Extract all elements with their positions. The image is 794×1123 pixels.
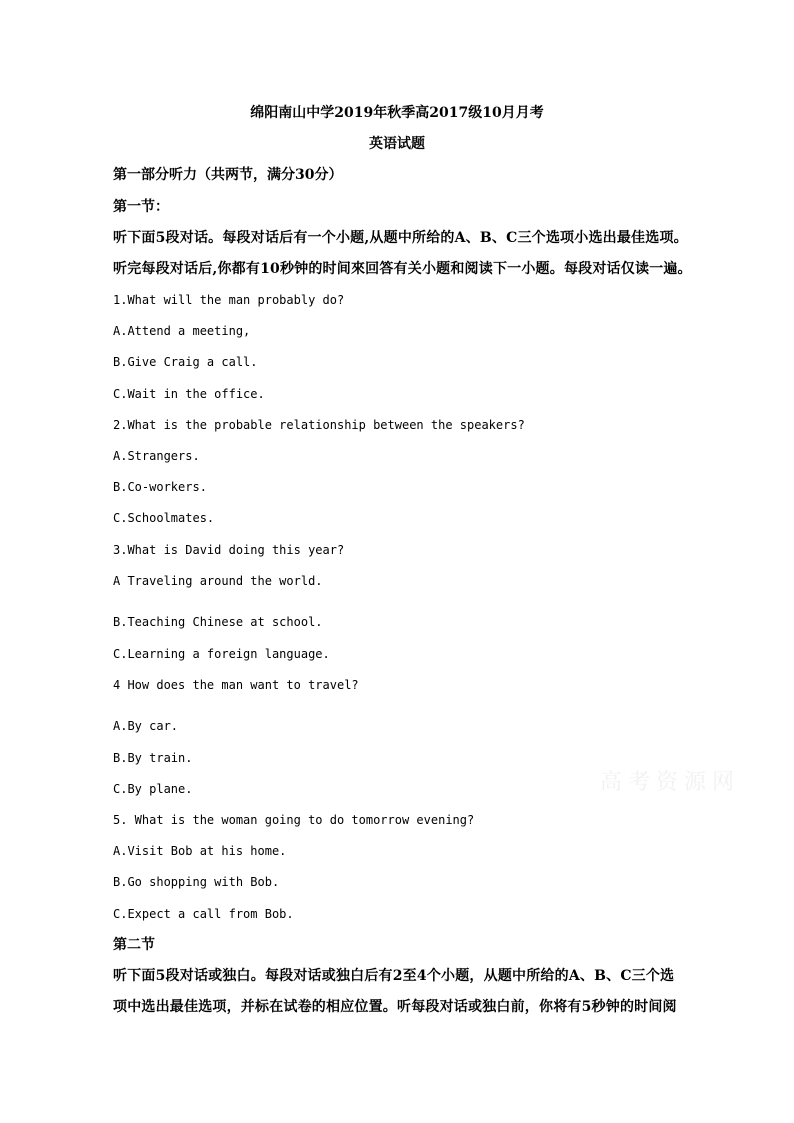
answer-option: C.Schoolmates. <box>113 511 215 525</box>
instruction-line: 听下面5段对话。每段对话后有一个小题,从题中所给的A、B、C三个选项小选出最佳选项。 <box>113 230 688 246</box>
answer-option: A.Visit Bob at his home. <box>113 844 287 858</box>
answer-option: C.Expect a call from Bob. <box>113 907 294 921</box>
instruction-line: 听完每段对话后,你都有10秒钟的时间來回答有关小题和阅读下一小题。每段对话仅读一遍。 <box>113 261 692 277</box>
page-subtitle: 英语试题 <box>369 136 425 152</box>
section2-heading: 第二节 <box>113 937 155 953</box>
answer-option: B.Go shopping with Bob. <box>113 875 280 889</box>
answer-option: B.Teaching Chinese at school. <box>113 615 323 629</box>
question-stem: 5. What is the woman going to do tomorrow evening? <box>113 813 475 827</box>
instruction-line: 项中选出最佳选项，并标在试卷的相应位置。听每段对话或独白前，你将有5秒钟的时间阅 <box>113 999 677 1015</box>
answer-option: C.Learning a foreign language. <box>113 647 330 661</box>
question-stem: 4 How does the man want to travel? <box>113 678 359 692</box>
part1-heading: 第一部分听力（共两节，满分30分） <box>113 167 343 183</box>
question-stem: 2.What is the probable relationship between the speakers? <box>113 418 525 432</box>
answer-option: C.By plane. <box>113 782 193 796</box>
page-title: 绵阳南山中学2019年秋季高2017级10月月考 <box>250 105 544 121</box>
section1-heading: 第一节： <box>113 199 169 215</box>
question-stem: 1.What will the man probably do? <box>113 293 345 307</box>
answer-option: A.Strangers. <box>113 449 200 463</box>
answer-option: C.Wait in the office. <box>113 387 265 401</box>
answer-option: B.By train. <box>113 751 193 765</box>
answer-option: A Traveling around the world. <box>113 574 323 588</box>
instruction-line: 听下面5段对话或独白。每段对话或独白后有2至4个小题，从题中所给的A、B、C三个选 <box>113 968 675 984</box>
question-stem: 3.What is David doing this year? <box>113 543 345 557</box>
watermark: 高考资源网 <box>600 770 741 795</box>
answer-option: B.Co-workers. <box>113 480 207 494</box>
answer-option: A.By car. <box>113 719 179 733</box>
answer-option: A.Attend a meeting, <box>113 324 251 338</box>
answer-option: B.Give Craig a call. <box>113 355 258 369</box>
